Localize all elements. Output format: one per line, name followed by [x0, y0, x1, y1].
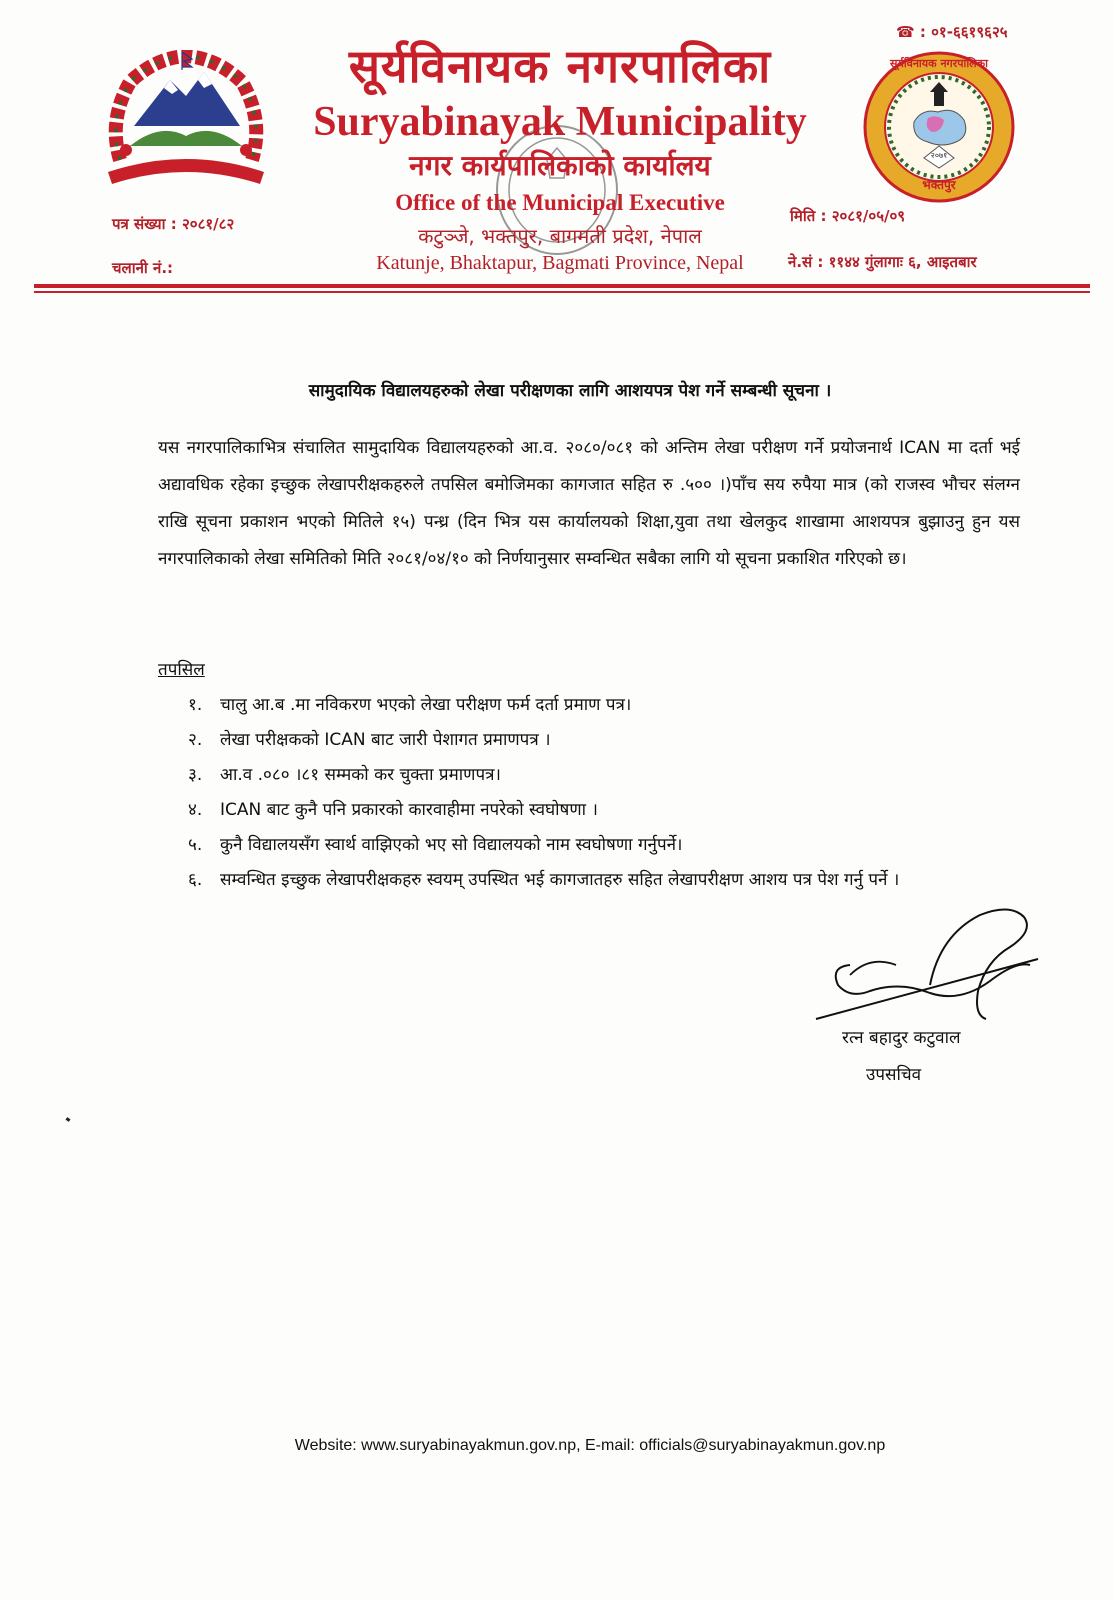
signatory-title: उपसचिव	[866, 1065, 922, 1085]
list-item	[188, 828, 1008, 863]
list-item-number: ६.	[188, 870, 203, 890]
list-heading: तपसिल	[158, 660, 205, 680]
list-item-text: आ.व .०८० ।८१ सम्मको कर चुक्ता प्रमाणपत्र।	[220, 765, 501, 785]
header-divider-thin	[34, 291, 1090, 293]
header-divider	[34, 284, 1090, 288]
office-name-english: Office of the Municipal Executive	[395, 190, 725, 215]
list-item-text: ICAN बाट कुनै पनि प्रकारको कारवाहीमा नपरेको स्वघोषणा ।	[220, 800, 598, 820]
letter-date: मिति : २०८१/०५/०९	[790, 207, 906, 225]
logo-year: २०७१	[930, 151, 948, 160]
notice-subject: सामुदायिक विद्यालयहरुको लेखा परीक्षणका लागि आशयपत्र पेश गर्ने सम्बन्धी सूचना ।	[308, 381, 832, 401]
list-item-number: ३.	[188, 765, 203, 785]
municipality-logo-icon	[862, 50, 1016, 204]
nepal-emblem-icon	[100, 50, 272, 192]
list-item	[188, 723, 1008, 758]
list-item-text: चालु आ.ब .मा नविकरण भएको लेखा परीक्षण फर्म दर्ता प्रमाण पत्र।	[220, 695, 632, 715]
requirements-list	[188, 688, 1008, 898]
list-item	[188, 863, 1008, 898]
list-item-number: ५.	[188, 835, 203, 855]
list-item-number: २.	[188, 730, 203, 750]
list-item-number: १.	[188, 695, 203, 715]
address-nepali: कटुञ्जे, भक्तपुर, बागमती प्रदेश, नेपाल	[418, 224, 702, 248]
signature-icon	[810, 895, 1050, 1035]
dispatch-number: चलानी नं.:	[112, 259, 174, 277]
list-item	[188, 688, 1008, 723]
list-item-number: ४.	[188, 800, 203, 820]
list-item-text: लेखा परीक्षकको ICAN बाट जारी पेशागत प्रमाणपत्र ।	[220, 730, 551, 750]
logo-ring-text: सूर्यविनायक नगरपालिका	[890, 57, 988, 70]
footer-contact: Website: www.suryabinayakmun.gov.np, E-mail: officials@suryabinayakmun.gov.np	[294, 1437, 886, 1454]
address-english: Katunje, Bhaktapur, Bagmati Province, Nepal	[376, 252, 744, 274]
municipality-name-english: Suryabinayak Municipality	[313, 99, 807, 145]
list-item	[188, 793, 1008, 828]
notice-body: यस नगरपालिकाभित्र संचालित सामुदायिक विद्यालयहरुको आ.व. २०८०/०८१ को अन्तिम लेखा परीक्षण गर्ने प्रयोजनार्थ ICAN मा दर्ता भई अद्यावधिक रहेका इच्छुक लेखापरीक्षकहरुले तपसिल बमोजिमका कागजात सहित रु .५०० ।)पाँच सय रुपैया मात्र (को राजस्व भौचर संलग्न राखि सूचना प्रकाशन भएको मितिले १५) पन्ध्र (दिन भित्र यस कार्यालयको शिक्षा,युवा तथा खेलकुद शाखामा आशयपत्र बुझाउनु हुन यस नगरपालिकाको लेखा समितिको मिति २०८१/०४/१० को निर्णयानुसार सम्वन्धित सबैका लागि यो सूचना प्रकाशित गरिएको छ।	[158, 438, 1020, 569]
list-item-text: कुनै विद्यालयसँग स्वार्थ वाझिएको भए सो विद्यालयको नाम स्वघोषणा गर्नुपर्ने।	[220, 835, 683, 855]
reference-number: पत्र संख्या : २०८१/८२	[112, 215, 235, 233]
list-item-text: सम्वन्धित इच्छुक लेखापरीक्षकहरु स्वयम् उपस्थित भई कागजातहरु सहित लेखापरीक्षण आशय पत्र पेश गर्नु पर्ने ।	[220, 870, 900, 890]
municipality-name-nepali: सूर्यविनायक नगरपालिका	[348, 39, 772, 93]
logo-footer-text: भक्तपुर	[922, 178, 956, 192]
nepal-sambat-date: ने.सं : ११४४ गुंलागाः ६, आइतबार	[788, 253, 977, 271]
list-item	[188, 758, 1008, 793]
office-name-nepali: नगर कार्यपालिकाको कार्यालय	[409, 149, 711, 182]
phone-number: ☎ : ०१-६६१९६२५	[896, 23, 1008, 41]
scan-speck	[66, 1117, 71, 1122]
signatory-name: रत्न बहादुर कटुवाल	[842, 1028, 961, 1048]
